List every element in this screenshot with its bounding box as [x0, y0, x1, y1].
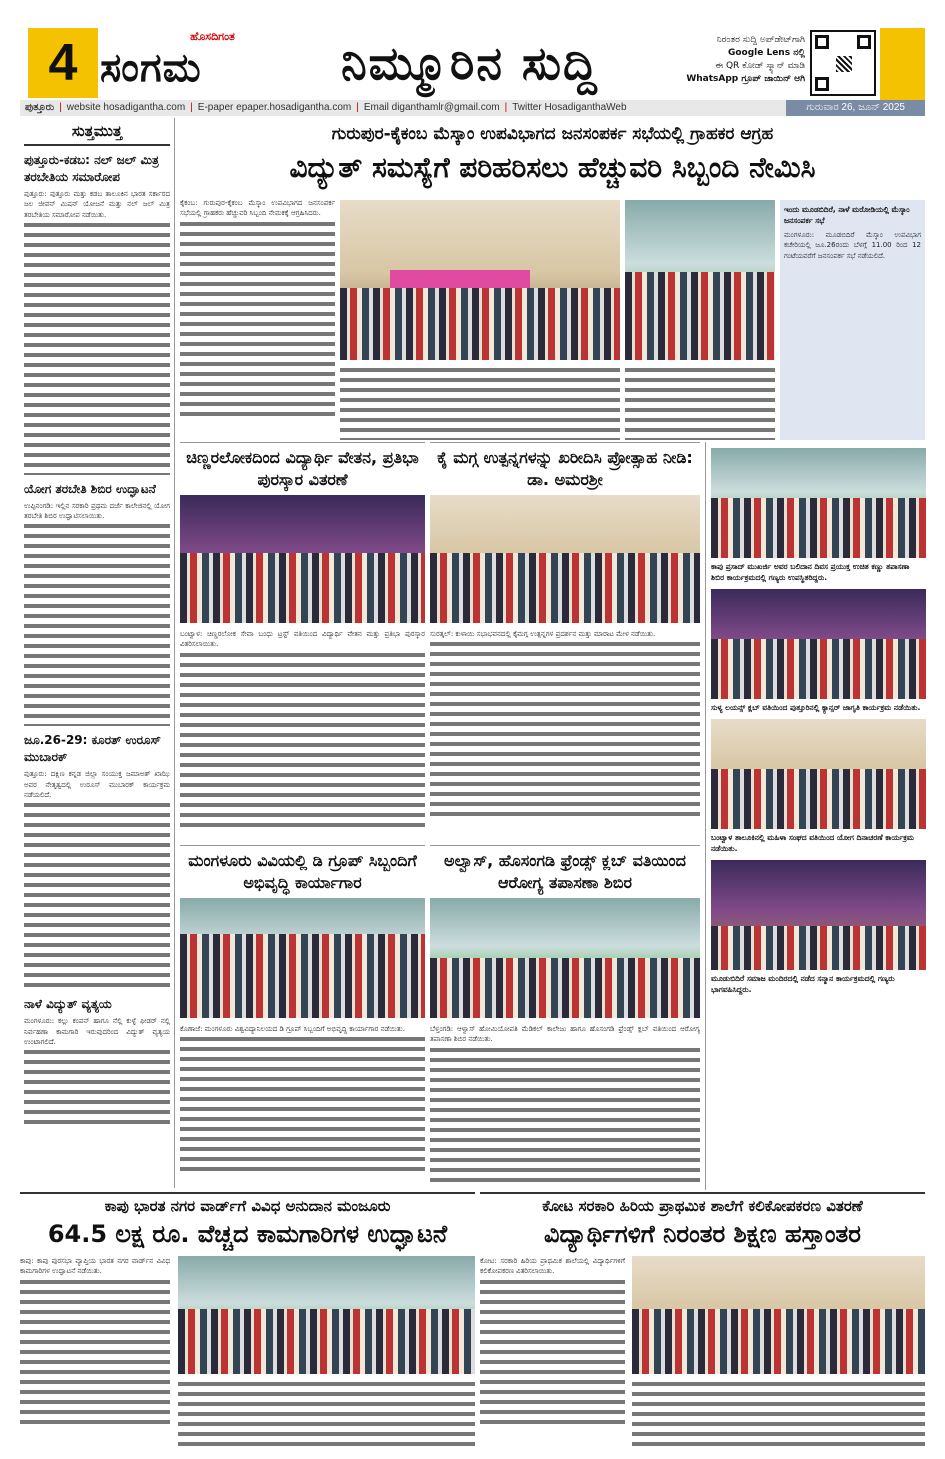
text-block	[24, 220, 170, 475]
photo-caption: ಮೂಡುಬಿದಿರೆ ಸಮಾಜ ಮಂದಿರದಲ್ಲಿ ನಡೆದ ಸನ್ಮಾನ ಕಾರ್ಯಕ್ರಮದಲ್ಲಿ ಗಣ್ಯರು ಭಾಗವಹಿಸಿದ್ದರು.	[711, 974, 895, 994]
story-photo	[430, 495, 700, 623]
photo-2	[711, 589, 926, 699]
story-headline: ಚಿಣ್ಣರಲೋಕದಿಂದ ವಿದ್ಯಾರ್ಥಿ ವೇತನ, ಪ್ರತಿಭಾ ಪುರಸ್ಕಾರ ವಿತರಣೆ	[186, 448, 419, 489]
photo-1	[711, 448, 926, 558]
story-handloom	[430, 442, 700, 842]
story-lede: ಸುರತ್ಕಲ್: ಕುಳಾಯಿ ಸಭಾಭವನದಲ್ಲಿ ಕೈಮಗ್ಗ ಉತ್ಪನ್ನಗಳ ಪ್ರದರ್ಶನ ಮತ್ತು ಮಾರಾಟ ಮೇಳ ನಡೆಯಿತು.	[430, 630, 656, 638]
story-headline: ಮಂಗಳೂರು ವಿವಿಯಲ್ಲಿ ಡಿ ಗ್ರೂಪ್ ಸಿಬ್ಬಂದಿಗೆ ಅಭಿವೃದ್ಧಿ ಕಾರ್ಯಾಗಾರ	[188, 851, 417, 892]
paper-tag: ಹೊಸದಿಗಂತ	[190, 30, 235, 43]
story-text	[20, 1256, 170, 1427]
photo-3	[711, 719, 926, 829]
story-kicker: ಕೋಟ ಸರಕಾರಿ ಹಿರಿಯ ಪ್ರಾಥಮಿಕ ಶಾಲೆಗೆ ಕಲಿಕೋಪಕರಣ ವಿತರಣೆ	[542, 1197, 863, 1215]
text-block	[24, 800, 170, 990]
promo-line: ನಿರಂತರ ಸುದ್ದಿ ಅಪ್‌ಡೇಟ್‌ಗಾಗಿ	[716, 35, 805, 45]
story-workshop	[180, 845, 425, 1190]
story-headline: 64.5 ಲಕ್ಷ ರೂ. ವೆಚ್ಚದ ಕಾಮಗಾರಿಗಳ ಉದ್ಘಾಟನೆ	[47, 1220, 448, 1248]
story-text	[480, 1256, 625, 1427]
city-label: ಪುತ್ತೂರು	[25, 102, 55, 113]
story-text	[180, 629, 425, 830]
story-lede: ಬೆಳ್ತಂಗಡಿ: ಆಳ್ವಾಸ್ ಹೋಮಿಯೋಪತಿ ಮೆಡಿಕಲ್ ಕಾಲೇಜು ಹಾಗೂ ಹೊಸಂಗಡಿ ಫ್ರೆಂಡ್ಸ್ ಕ್ಲಬ್ ವತಿಯಿಂದ ಆರೋಗ್ಯ ತಪಾಸಣಾ ಶಿಬಿರ ನಡೆಯಿತು.	[430, 1025, 700, 1044]
story-lede: ಕೊಣಾಜೆ: ಮಂಗಳೂರು ವಿಶ್ವವಿದ್ಯಾನಿಲಯದ ಡಿ ಗ್ರೂಪ್ ಸಿಬ್ಬಂದಿಗೆ ಅಭಿವೃದ್ಧಿ ಕಾರ್ಯಾಗಾರ ನಡೆಯಿತು.	[180, 1025, 405, 1033]
lead-photo-2	[625, 200, 775, 360]
story-text	[430, 629, 700, 819]
lead-photo	[340, 200, 620, 360]
qr-promo	[665, 34, 805, 86]
photo-caption: ಕಾಪು ಪ್ರಸಾದ್ ಮುಖರ್ಜಿ ಅವರ ಬಲಿದಾನ ದಿವಸ ಪ್ರಯುಕ್ತ ಉಚಿತ ಕಣ್ಣು ತಪಾಸಣಾ ಶಿಬಿರ ಕಾರ್ಯಕ್ರಮದಲ್ಲಿ ಗಣ್ಯರು ಉಪಸ್ಥಿತರಿದ್ದರು.	[711, 562, 910, 582]
right-photo-column	[705, 442, 925, 1190]
story-headline: ಅಲ್ವಾಸ್, ಹೊಸಂಗಡಿ ಫ್ರೆಂಡ್ಸ್ ಕ್ಲಬ್ ವತಿಯಿಂದ ಆರೋಗ್ಯ ತಪಾಸಣಾ ಶಿಬಿರ	[444, 851, 686, 892]
epaper-link[interactable]: E-paper epaper.hosadigantha.com	[197, 102, 352, 113]
qr-code-icon[interactable]	[810, 30, 876, 96]
lead-story	[180, 120, 925, 440]
story-photo	[180, 495, 425, 623]
info-box	[780, 200, 925, 440]
info-box-title: ಇಂದು ಮೂಡಬಿದಿರೆ, ನಾಳೆ ಮರೋಡಿಯಲ್ಲಿ ಮೆಸ್ಕಾಂ ಜನಸಂಪರ್ಕ ಸಭೆ	[784, 205, 910, 225]
text-block	[24, 1047, 170, 1127]
story-text	[180, 1024, 425, 1174]
website-link[interactable]: website hosadigantha.com	[66, 102, 186, 113]
promo-line: ಈ QR ಕೋಡ್ ಸ್ಕ್ಯಾನ್ ಮಾಡಿ	[715, 61, 805, 71]
twitter-link[interactable]: Twitter HosadiganthaWeb	[512, 102, 627, 113]
brief-headline: ನಾಳೆ ವಿದ್ಯುತ್ ವ್ಯತ್ಯಯ	[24, 997, 112, 1012]
lead-text-2	[340, 365, 620, 440]
brand	[100, 30, 325, 96]
photo-caption: ಸುಳ್ಯ ಲಯನ್ಸ್ ಕ್ಲಬ್ ವತಿಯಿಂದ ಪುತ್ತೂರಿನಲ್ಲಿ ಕ್ಯಾನ್ಸರ್ ಜಾಗೃತಿ ಕಾರ್ಯಕ್ರಮ ನಡೆಯಿತು.	[711, 703, 921, 712]
story-text-2	[632, 1379, 925, 1451]
photo-4	[711, 860, 926, 970]
issue-date: ಗುರುವಾರ 26, ಜೂನ್ 2025	[786, 100, 925, 116]
story-photo	[430, 898, 700, 1018]
story-text-2	[178, 1379, 475, 1451]
story-lede: ಕಾಪು: ಕಾಪು ಪುರಸಭಾ ವ್ಯಾಪ್ತಿಯ ಭಾರತ ನಗರ ವಾರ್ಡ್‌ನ ವಿವಿಧ ಕಾಮಗಾರಿಗಳ ಉದ್ಘಾಟನೆ ನಡೆಯಿತು.	[20, 1257, 170, 1276]
brief-headline: ಯೋಗ ತರಬೇತಿ ಶಿಬಿರ ಉದ್ಘಾಟನೆ	[24, 481, 156, 496]
lead-text	[180, 198, 335, 438]
text-block	[24, 521, 170, 726]
info-bar: ಪುತ್ತೂರು | website hosadigantha.com | E-paper epaper.hosadigantha.com | Email diganthamlr@gmail.com | Twitter HosadiganthaWeb ಗುರುವಾರ 26, ಜೂನ್ 2025	[20, 100, 925, 116]
story-headline: ಕೈ ಮಗ್ಗ ಉತ್ಪನ್ನಗಳನ್ನು ಖರೀದಿಸಿ ಪ್ರೋತ್ಸಾಹ ನೀಡಿ: ಡಾ. ಅಮರಶ್ರೀ	[437, 448, 693, 489]
lead-lede: ಕೈಕಂಬ: ಗುರುಪುರ-ಕೈಕಂಬ ಮೆಸ್ಕಾಂ ಉಪವಿಭಾಗದ ಜನಸಂಪರ್ಕ ಸಭೆಯಲ್ಲಿ ಗ್ರಾಹಕರು ಹೆಚ್ಚುವರಿ ಸಿಬ್ಬಂದಿ ನೇಮಕಕ್ಕೆ ಆಗ್ರಹಿಸಿದರು.	[180, 199, 335, 218]
column-title: ಸುತ್ತಮುತ್ತ	[24, 122, 170, 146]
story-kicker: ಕಾಪು ಭಾರತ ನಗರ ವಾರ್ಡ್‌ಗೆ ವಿವಿಧ ಅನುದಾನ ಮಂಜೂರು	[104, 1197, 391, 1215]
promo-line: WhatsApp ಗ್ರೂಪ್ ಜಾಯಿನ್ ಆಗಿ	[686, 74, 805, 84]
brief-headline: ಜೂ.26-29: ಕೂರತ್ ಉರೂಸ್ ಮುಬಾರಕ್	[24, 733, 161, 765]
story-lede: ಬಂಟ್ವಾಳ: ಚಿಣ್ಣರಲೋಕ ಸೇವಾ ಬಂಧು ಟ್ರಸ್ಟ್ ವತಿಯಿಂದ ವಿದ್ಯಾರ್ಥಿ ವೇತನ ಮತ್ತು ಪ್ರತಿಭಾ ಪುರಸ್ಕಾರ ವಿತರಿಸಲಾಯಿತು.	[180, 630, 425, 649]
lead-text-3	[625, 365, 775, 440]
section-title: ನಿಮ್ಮೂರಿನ ಸುದ್ದಿ	[341, 36, 599, 90]
lead-headline: ವಿದ್ಯುತ್ ಸಮಸ್ಯೆಗೆ ಪರಿಹರಿಸಲು ಹೆಚ್ಚುವರಿ ಸಿಬ್ಬಂದಿ ನೇಮಿಸಿ	[289, 151, 816, 184]
story-lede: ಕೋಟ: ಸರಕಾರಿ ಹಿರಿಯ ಪ್ರಾಥಮಿಕ ಶಾಲೆಯಲ್ಲಿ ವಿದ್ಯಾರ್ಥಿಗಳಿಗೆ ಕಲಿಕೋಪಕರಣ ವಿತರಿಸಲಾಯಿತು.	[480, 1257, 625, 1276]
story-kota	[480, 1192, 925, 1454]
brief-text: ಮಂಗಳೂರು: ಕಲ್ಲು ಕಂಪನ್ ಹಾಗೂ ನೆಲ್ಲಿ ಕುಳ್ಳೆ ಫೀಡರ್ ನಲ್ಲಿ ನಿರ್ವಹಣಾ ಕಾಮಗಾರಿ ಇರುವುದರಿಂದ ವಿದ್ಯುತ್ ವ್ಯತ್ಯಯ ಉಂಟಾಗಲಿದೆ.	[24, 1017, 170, 1046]
info-box-text: ಮಂಗಳೂರು: ಮೂಡಬಿದಿರೆ ಮೆಸ್ಕಾಂ ಉಪವಿಭಾಗ ಕಚೇರಿಯಲ್ಲಿ ಜೂ.26ರಂದು ಬೆಳಗ್ಗೆ 11.00 ರಿಂದ 12 ಗಂಟೆಯವರೆಗೆ ಜನಸಂಪರ್ಕ ಸಭೆ ನಡೆಯಲಿದೆ.	[784, 231, 921, 260]
brief-text: ಪುತ್ತೂರು: ದಕ್ಷಿಣ ಕನ್ನಡ ಜಿಲ್ಲಾ ಸಂಯುಕ್ತ ಜಮಾಅತ್ ಖಾಝಿ ಅವರ ನೇತೃತ್ವದಲ್ಲಿ ಉರೂಸ್ ಮುಬಾರಕ್ ಕಾರ್ಯಕ್ರಮ ನಡೆಯಲಿದೆ.	[24, 770, 170, 800]
brief-text: ಪುತ್ತೂರು: ಪುತ್ತೂರು ಮತ್ತು ಕಡಬ ತಾಲೂಕಿನ ಭಾರತ ಸರ್ಕಾರದ ಜಲ ಜೀವನ್ ಮಿಷನ್ ಯೋಜನೆ ಮತ್ತು ನಲ್ ಜಲ್ ಮಿತ್ರ ತರಬೇತಿಯ ಸಮಾರೋಪ ನಡೆಯಿತು.	[24, 190, 170, 219]
story-photo	[632, 1256, 925, 1374]
story-headline: ವಿದ್ಯಾರ್ಥಿಗಳಿಗೆ ನಿರಂತರ ಶಿಕ್ಷಣ ಹಸ್ತಾಂತರ	[544, 1220, 861, 1248]
story-scholarship	[180, 442, 425, 842]
story-health-camp	[430, 845, 700, 1190]
story-text	[430, 1024, 700, 1185]
story-photo	[180, 898, 425, 1018]
lead-kicker: ಗುರುಪುರ-ಕೈಕಂಬ ಮೆಸ್ಕಾಂ ಉಪವಿಭಾಗದ ಜನಸಂಪರ್ಕ ಸಭೆಯಲ್ಲಿ ಗ್ರಾಹಕರ ಆಗ್ರಹ	[331, 124, 774, 144]
brief-headline: ಪುತ್ತೂರು-ಕಡಬ: ನಲ್ ಜಲ್ ಮಿತ್ರ ತರಬೇತಿಯ ಸಮಾರೋಪ	[24, 153, 159, 184]
story-photo	[178, 1256, 475, 1374]
accent-block	[880, 28, 925, 100]
email-link[interactable]: Email diganthamlr@gmail.com	[363, 102, 500, 113]
page-number: 4	[28, 28, 98, 98]
left-column	[20, 118, 175, 1188]
brief-text: ಉಪ್ಪಿನಂಗಡಿ: ಇಲ್ಲಿನ ಸರಕಾರಿ ಪ್ರಥಮ ದರ್ಜೆ ಕಾಲೇಜಿನಲ್ಲಿ ಯೋಗ ತರಬೇತಿ ಶಿಬಿರ ಉದ್ಘಾಟಿಸಲಾಯಿತು.	[24, 501, 170, 521]
story-kapu	[20, 1192, 475, 1454]
brand-name: ಸಂಗಮ	[100, 45, 202, 91]
photo-caption: ಬಂಟ್ವಾಳ ತಾಲೂಕಿನಲ್ಲಿ ಮಹಿಳಾ ಸಂಘದ ವತಿಯಿಂದ ಯೋಗ ದಿನಾಚರಣೆ ಕಾರ್ಯಕ್ರಮ ನಡೆಯಿತು.	[711, 833, 915, 853]
promo-line: Google Lens ನಲ್ಲಿ	[727, 48, 805, 58]
